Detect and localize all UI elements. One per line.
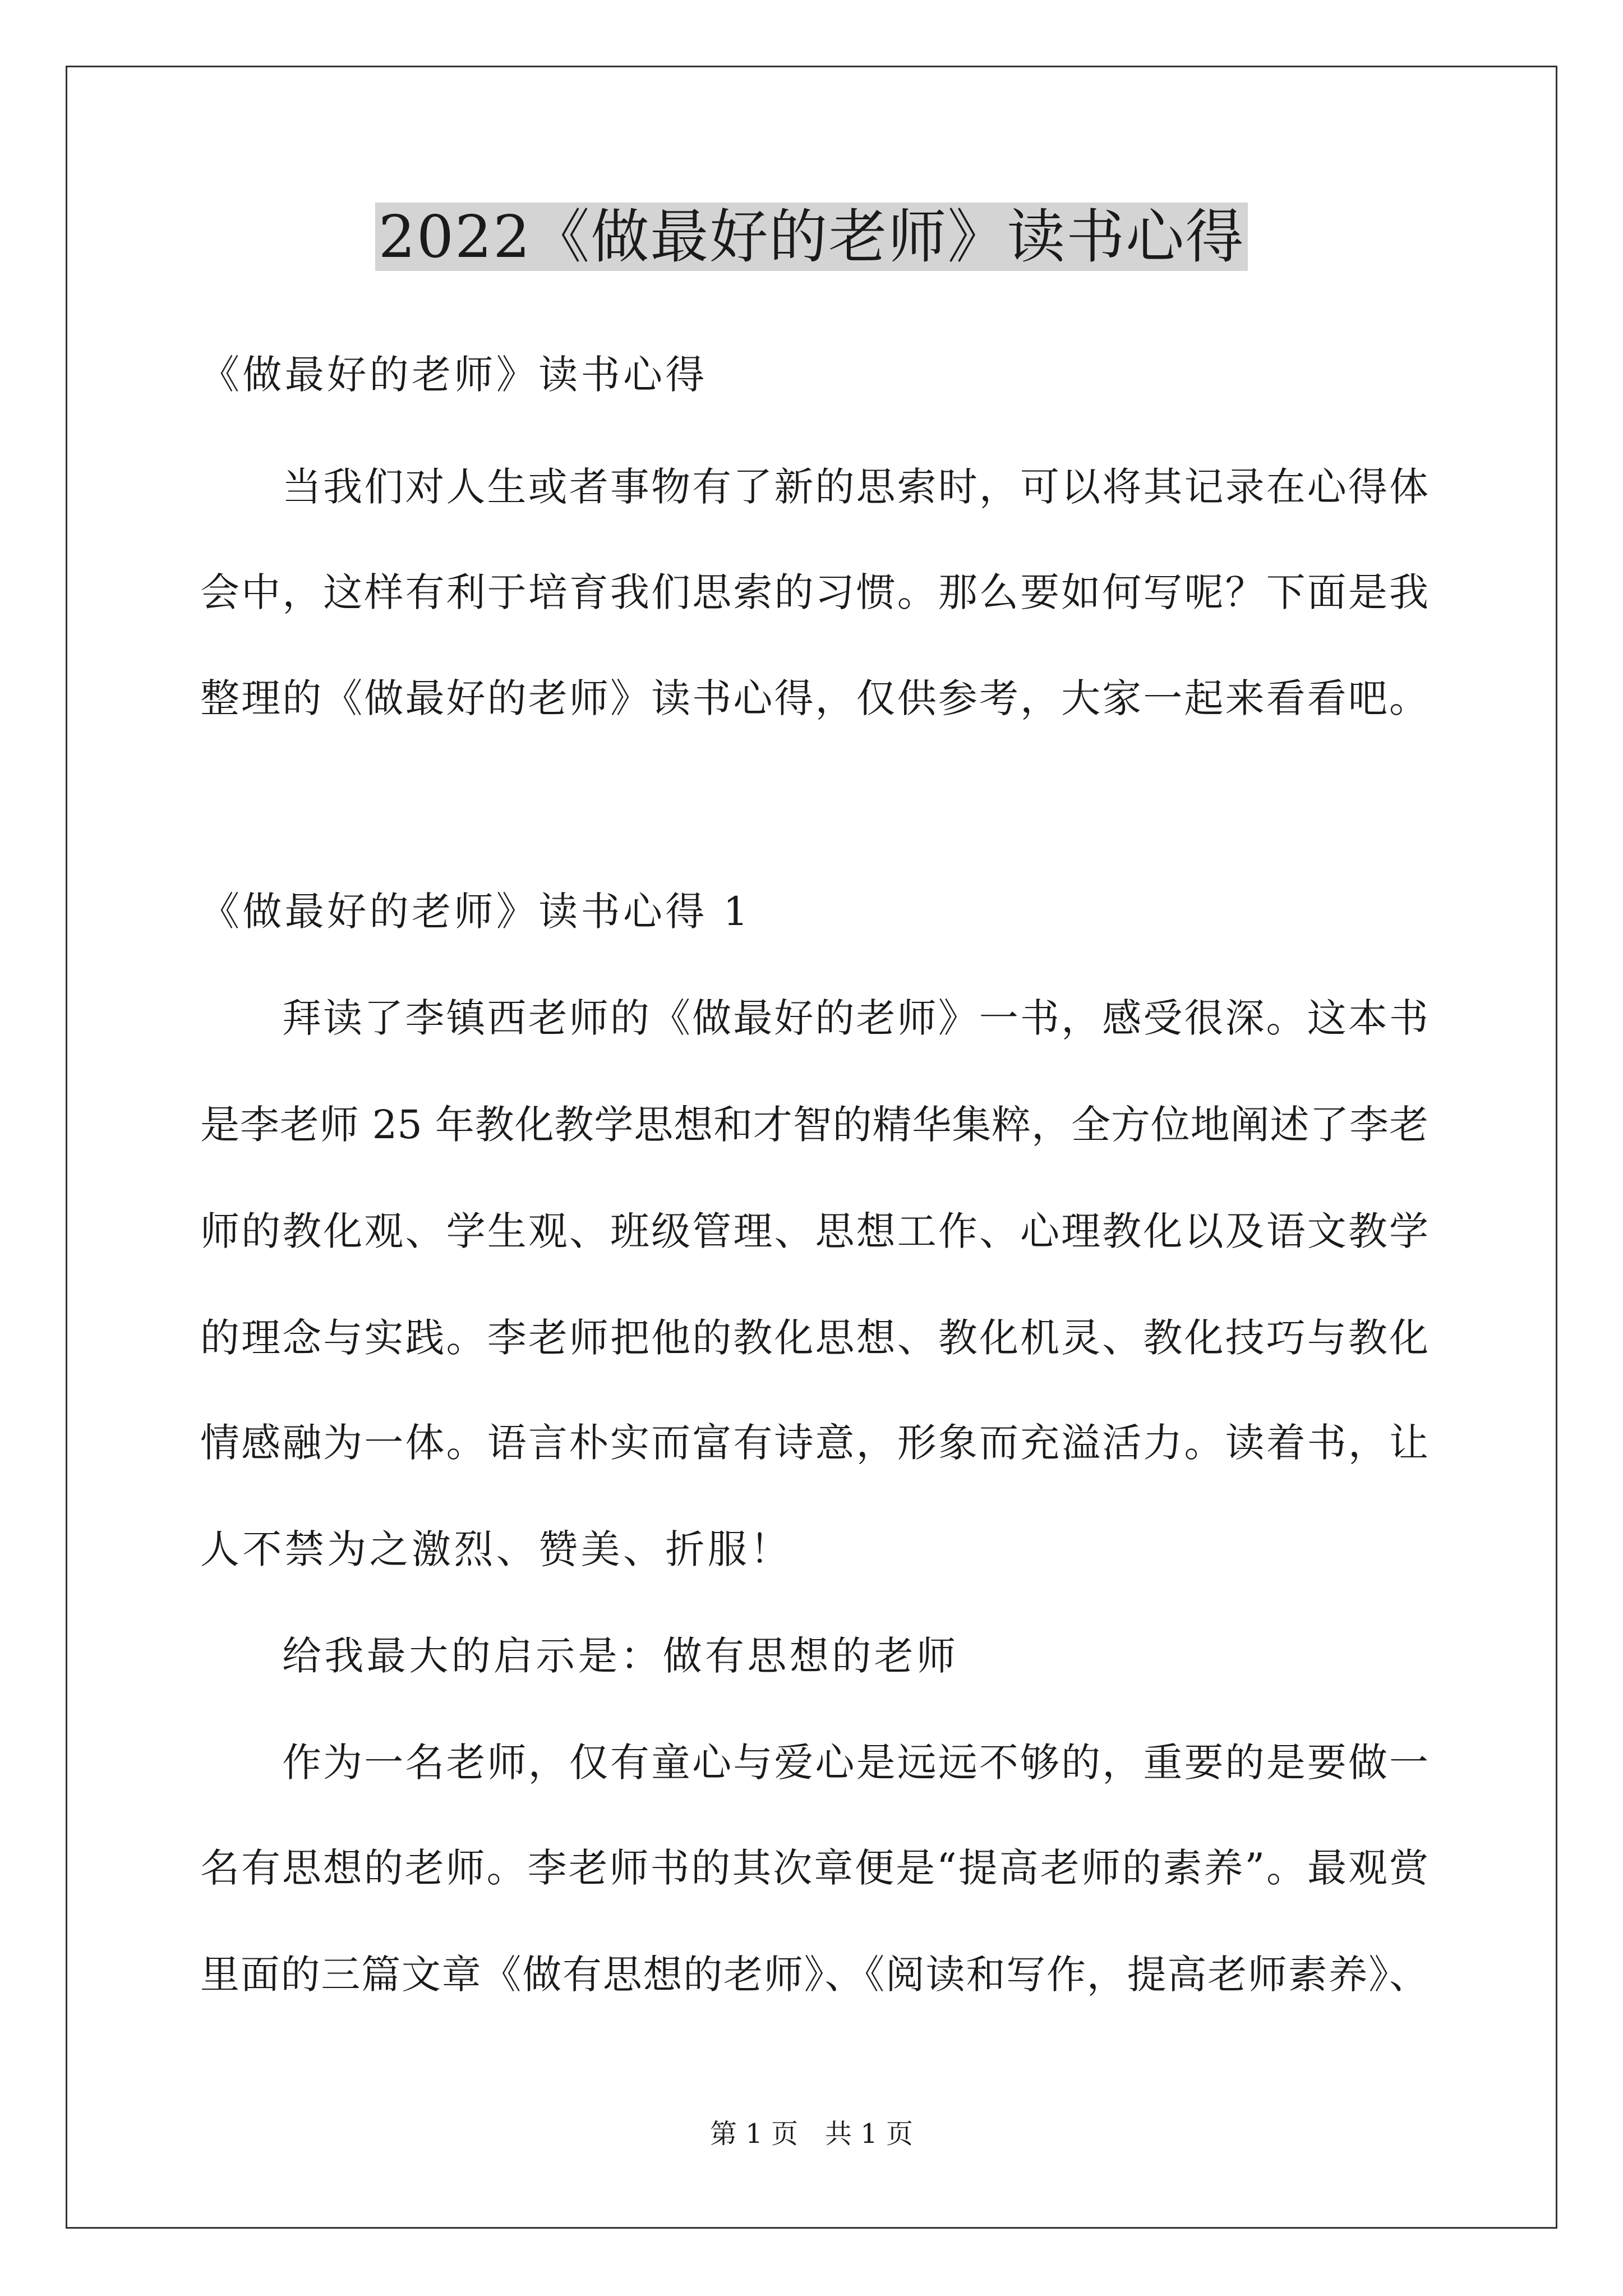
paragraph-line: 名有思想的老师。李老师书的其次章便是“提高老师的素养”。最观赏 — [200, 1845, 1428, 1891]
section-heading: 《做最好的老师》读书心得 — [200, 352, 708, 398]
paragraph-line: 作为一名老师，仅有童心与爱心是远远不够的，重要的是要做一 — [282, 1740, 1428, 1786]
paragraph-line: 人不禁为之激烈、赞美、折服！ — [200, 1526, 792, 1572]
paragraph-line: 的理念与实践。李老师把他的教化思想、教化机灵、教化技巧与教化 — [200, 1315, 1428, 1361]
paragraph-line: 给我最大的启示是：做有思想的老师 — [282, 1633, 959, 1679]
document-title: 2022《做最好的老师》读书心得 — [0, 200, 1623, 273]
paragraph-line: 是李老师 25 年教化教学思想和才智的精华集粹，全方位地阐述了李老 — [200, 1102, 1428, 1148]
paragraph-line: 情感融为一体。语言朴实而富有诗意，形象而充溢活力。读着书，让 — [200, 1420, 1428, 1466]
paragraph-line: 整理的《做最好的老师》读书心得，仅供参考，大家一起来看看吧。 — [200, 675, 1428, 721]
section-heading: 《做最好的老师》读书心得 1 — [200, 889, 751, 935]
paragraph-line: 里面的三篇文章《做有思想的老师》、《阅读和写作，提高老师素养》、 — [200, 1952, 1428, 1998]
paragraph-line: 师的教化观、学生观、班级管理、思想工作、心理教化以及语文教学 — [200, 1208, 1428, 1254]
paragraph-line: 会中，这样有利于培育我们思索的习惯。那么要如何写呢？下面是我 — [200, 569, 1428, 615]
paragraph-line: 拜读了李镇西老师的《做最好的老师》一书，感受很深。这本书 — [282, 995, 1428, 1041]
page-number: 第 1 页 共 1 页 — [709, 2118, 914, 2150]
paragraph-line: 当我们对人生或者事物有了新的思索时，可以将其记录在心得体 — [282, 464, 1428, 510]
